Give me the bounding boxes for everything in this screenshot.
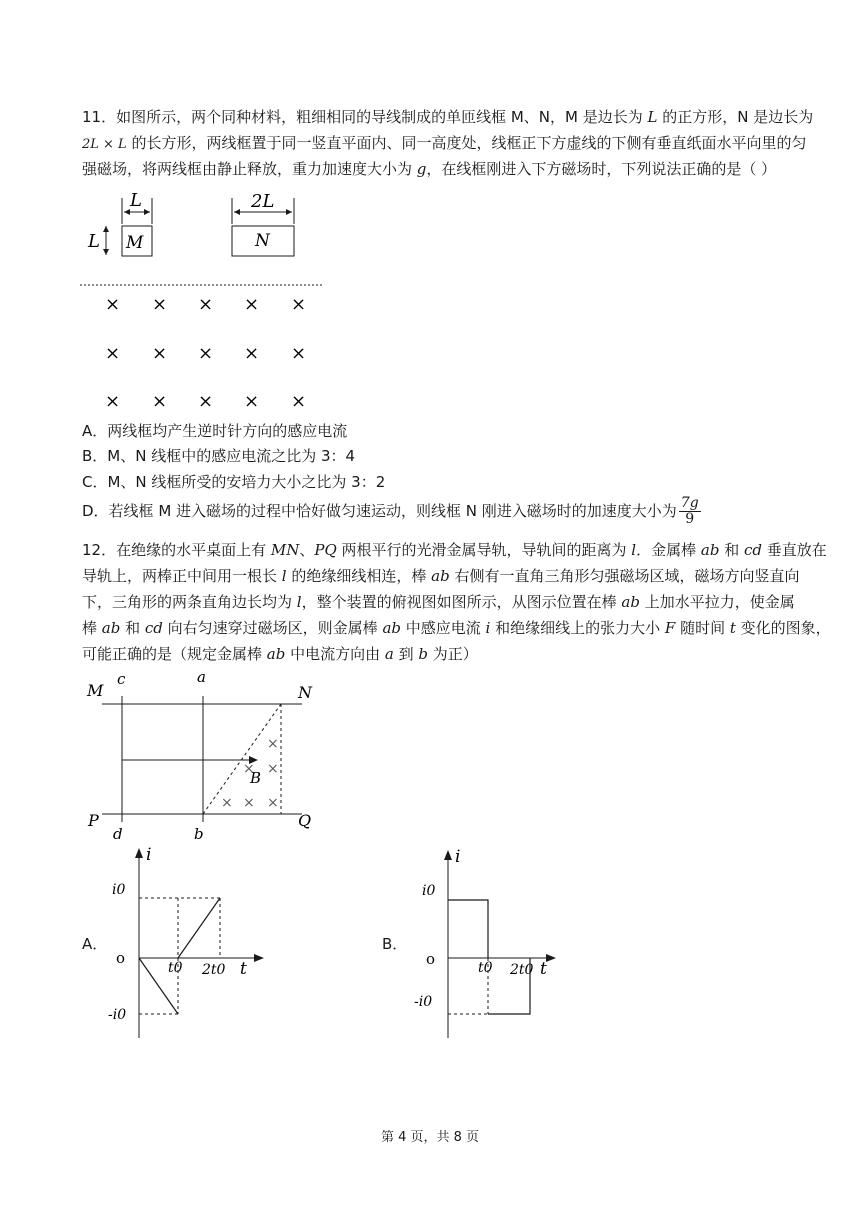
- page-footer: 第 4 页，共 8 页: [380, 1130, 480, 1145]
- field-cross: ×: [244, 294, 260, 315]
- q11-line-1: 11．如图所示，两个同种材料，粗细相同的导线制成的单匝线框 M、N，M 是边长为 L 的正方形，N 是边长为: [82, 108, 814, 126]
- arrowhead: [286, 209, 292, 215]
- x-axis-arrow: [546, 954, 556, 962]
- origin-o: o: [426, 950, 436, 968]
- tick-t0: t0: [168, 960, 183, 976]
- arrowhead: [144, 209, 150, 215]
- field-cross: ×: [244, 343, 260, 364]
- arrowhead: [103, 249, 109, 255]
- label-b: b: [194, 825, 204, 843]
- label-a: a: [197, 668, 206, 686]
- graph-a-segment-2: [178, 898, 220, 958]
- q11-line-3: 强磁场，将两线框由静止释放，重力加速度大小为 g，在线框刚进入下方磁场时，下列说法正确的是（ ）: [82, 160, 777, 178]
- q11-stem: [82, 104, 812, 182]
- axis-label-i: i: [455, 847, 461, 867]
- field-cross: ×: [152, 343, 168, 364]
- graph-b-segment-1: [448, 900, 488, 958]
- field-cross: ×: [291, 343, 307, 364]
- field-cross: ×: [291, 294, 307, 315]
- arrowhead: [234, 209, 240, 215]
- q12-line-1: 12．在绝缘的水平桌面上有 MN、PQ 两根平行的光滑金属导轨，导轨间的距离为 l．金属棒 ab 和 cd 垂直放在: [82, 541, 827, 559]
- field-cross: ×: [198, 391, 214, 412]
- field-cross: ×: [244, 391, 260, 412]
- q11-option-c[interactable]: C．M、N 线框所受的安培力大小之比为 3：2: [82, 473, 386, 491]
- axis-label-t: t: [540, 959, 547, 979]
- field-cross: ×: [267, 761, 279, 777]
- q11-option-a[interactable]: A．两线框均产生逆时针方向的感应电流: [82, 422, 348, 440]
- fraction-7g-over-9: $\frac{7g}{9}$: [680, 495, 699, 527]
- q11-option-b[interactable]: B．M、N 线框中的感应电流之比为 3：4: [82, 447, 356, 465]
- label-B: B: [250, 769, 262, 787]
- q12-line-4: 棒 ab 和 cd 向右匀速穿过磁场区，则金属棒 ab 中感应电流 i 和绝缘细线上的张力大小 F 随时间 t 变化的图象，: [82, 619, 831, 637]
- magnetic-field: [105, 294, 306, 412]
- tick-i0: i0: [422, 883, 436, 899]
- axis-label-t: t: [240, 959, 247, 979]
- tick-neg-i0: -i0: [108, 1007, 127, 1023]
- q12-rail-figure: [80, 668, 330, 846]
- label-L-top: L: [130, 190, 142, 211]
- tick-i0: i0: [112, 882, 126, 898]
- q12-graph-b[interactable]: [410, 844, 570, 1044]
- axis-label-i: i: [146, 845, 152, 865]
- q12-line-5: 可能正确的是（规定金属棒 ab 中电流方向由 a 到 b 为正）: [82, 645, 478, 663]
- x-axis-arrow: [254, 954, 264, 962]
- label-N: N: [298, 683, 312, 702]
- field-cross: ×: [221, 795, 233, 811]
- label-d: d: [113, 825, 123, 843]
- field-cross: ×: [198, 343, 214, 364]
- tick-neg-i0: -i0: [414, 994, 433, 1010]
- q11-figure: [76, 188, 336, 416]
- field-cross: ×: [105, 343, 121, 364]
- q12-option-a-label[interactable]: A．: [82, 935, 108, 953]
- q12-line-3: 下，三角形的两条直角边长均为 l，整个装置的俯视图如图所示，从图示位置在棒 ab 上加水平拉力，使金属: [82, 593, 795, 611]
- label-Q: Q: [298, 811, 312, 830]
- label-N: N: [255, 231, 270, 251]
- label-M: M: [126, 233, 144, 253]
- q11-option-d[interactable]: D．若线框 M 进入磁场的过程中恰好做匀速运动，则线框 N 刚进入磁场时的加速度大小为 $\frac{7g}{9}$: [82, 495, 699, 527]
- q11-line-2: 2L × L 的长方形，两线框置于同一竖直平面内、同一高度处，线框正下方虚线的下侧有垂直纸面水平向里的匀: [82, 134, 807, 152]
- label-L-side: L: [88, 231, 100, 252]
- q12-line-2: 导轨上，两棒正中间用一根长 l 的绝缘细线相连，棒 ab 右侧有一直角三角形匀强磁场区域，磁场方向竖直向: [82, 567, 800, 585]
- field-cross: ×: [243, 795, 255, 811]
- tick-2t0: 2t0: [202, 962, 226, 978]
- field-cross: ×: [105, 391, 121, 412]
- field-cross: ×: [105, 294, 121, 315]
- field-cross: ×: [267, 795, 279, 811]
- field-cross: ×: [291, 391, 307, 412]
- label-M: M: [87, 681, 104, 700]
- q12-graph-a[interactable]: [106, 842, 276, 1044]
- tick-2t0: 2t0: [510, 962, 534, 978]
- arrowhead: [103, 226, 109, 232]
- label-P: P: [88, 811, 99, 830]
- field-cross: ×: [152, 294, 168, 315]
- tick-t0: t0: [478, 960, 493, 976]
- label-c: c: [117, 670, 126, 688]
- field-cross: ×: [267, 736, 279, 752]
- y-axis-arrow: [444, 850, 452, 860]
- q12-option-b-label[interactable]: B．: [382, 935, 408, 953]
- field-cross: ×: [243, 761, 255, 777]
- q12-stem: [82, 537, 831, 667]
- origin-o: o: [116, 949, 126, 967]
- field-cross: ×: [198, 294, 214, 315]
- field-cross: ×: [152, 391, 168, 412]
- y-axis-arrow: [135, 848, 143, 858]
- label-2L: 2L: [251, 191, 275, 212]
